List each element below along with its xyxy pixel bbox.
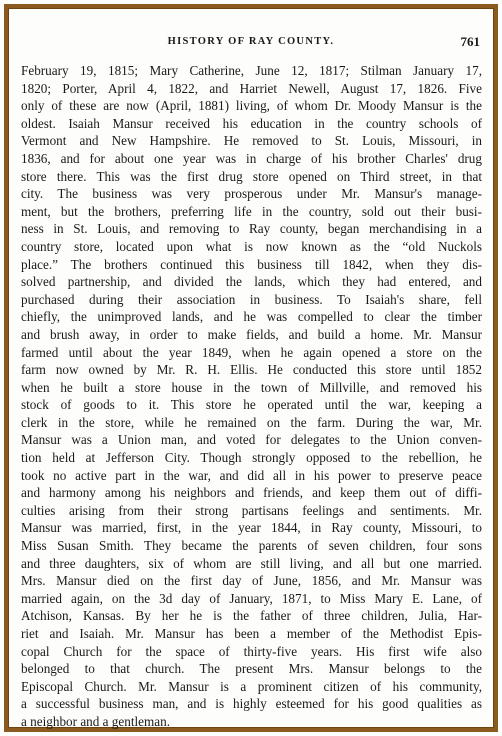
text-line: farmed until about the year 1849, when he again opened a store on the xyxy=(21,344,482,360)
text-line: tion held at Jefferson City. Though strongly opposed to the rebellion, he xyxy=(21,450,482,466)
text-line: country store, located upon what is now known as the “old Nuckols xyxy=(21,238,482,254)
text-line: city. The business was very prosperous under Mr. Mansur's manage- xyxy=(21,186,482,202)
text-line: riet and Isaiah. Mr. Mansur has been a member of the Methodist Epis- xyxy=(21,626,482,641)
text-line: Mrs. Mansur died on the first day of June, 1856, and Mr. Mansur was xyxy=(21,573,482,589)
text-line: and brush away, in order to make fields, and build a home. Mr. Mansur xyxy=(21,326,482,342)
text-line: when he built a store house in the town of Millville, and removed his xyxy=(21,379,482,395)
text-line: married again, on the 3d day of January, 1871, to Miss Mary E. Lane, of xyxy=(21,590,482,606)
text-line: a neighbor and a gentleman. xyxy=(21,713,171,729)
text-line: oldest. Isaiah Mansur received his education in the country schools of xyxy=(21,115,482,131)
text-line: belonged to that church. The present Mrs. Mansur belongs to the xyxy=(21,661,482,677)
text-line: Mansur was a Union man, and voted for delegates to the Union conven- xyxy=(21,432,482,448)
text-line: Episcopal Church. Mr. Mansur is a prominent citizen of his community, xyxy=(21,678,482,694)
text-line: purchased during their association in business. To Isaiah's share, fell xyxy=(21,291,482,307)
text-line: and harmony among his neighbors and friends, and keep them out of diffi- xyxy=(21,485,482,501)
text-line: Atchison, Kansas. By her he is the father of three children, Julia, Har- xyxy=(21,608,482,624)
text-line: farm now owned by Mr. R. H. Ellis. He conducted this store until 1852 xyxy=(21,362,482,378)
text-line: culties arising from their strong partisans feelings and sentiments. Mr. xyxy=(21,502,482,518)
text-line: 1836, and for about one year was in charge of his brother Charles' drug xyxy=(21,150,482,166)
text-line: only of these are now (April, 1881) living, of whom Dr. Moody Mansur is the xyxy=(21,98,482,114)
text-line: Vermont and New Hampshire. He removed to St. Louis, Missouri, in xyxy=(21,133,482,149)
text-line: took no active part in the war, and did all in his power to preserve peace xyxy=(21,467,482,483)
text-line: Mansur was married, first, in the year 1844, in Ray county, Missouri, to xyxy=(21,520,482,536)
page-number: 761 xyxy=(460,34,480,49)
text-line: ment, but the brothers, preferring life in the country, sold out their busi- xyxy=(21,203,482,219)
text-line: place.” The brothers continued this business till 1842, when they dis- xyxy=(21,256,482,272)
text-line: February 19, 1815; Mary Catherine, June 12, 1817; Stilman January 17, xyxy=(21,63,482,78)
text-line: a successful business man, and is highly esteemed for his good qualities as xyxy=(21,696,482,712)
text-line: chiefly, the unimproved lands, and he was compelled to clear the timber xyxy=(21,309,482,325)
text-line: clerk in the store, while he remained on the farm. During the war, Mr. xyxy=(21,414,482,430)
text-line: solved partnership, and divided the lands, which they had entered, and xyxy=(21,274,482,290)
body-paragraph xyxy=(21,62,482,731)
text-line: stock of goods to it. This store he operated until the war, keeping a xyxy=(21,397,482,413)
text-line: copal Church for the space of thirty-five years. His first wife also xyxy=(21,643,482,659)
text-line: 1820; Porter, April 4, 1822, and Harriet Newell, August 17, 1826. Five xyxy=(21,80,482,96)
page-header xyxy=(22,34,480,50)
text-line: store there. This was the first drug store opened on Third street, in that xyxy=(21,168,482,184)
running-title: HISTORY OF RAY COUNTY. xyxy=(167,36,335,47)
text-line: Miss Susan Smith. They became the parents of seven children, four sons xyxy=(21,538,482,554)
text-line: ness in St. Louis, and removing to Ray county, began merchandising in a xyxy=(21,221,482,237)
text-line: and three daughters, six of whom are still living, and all but one married. xyxy=(21,555,482,571)
